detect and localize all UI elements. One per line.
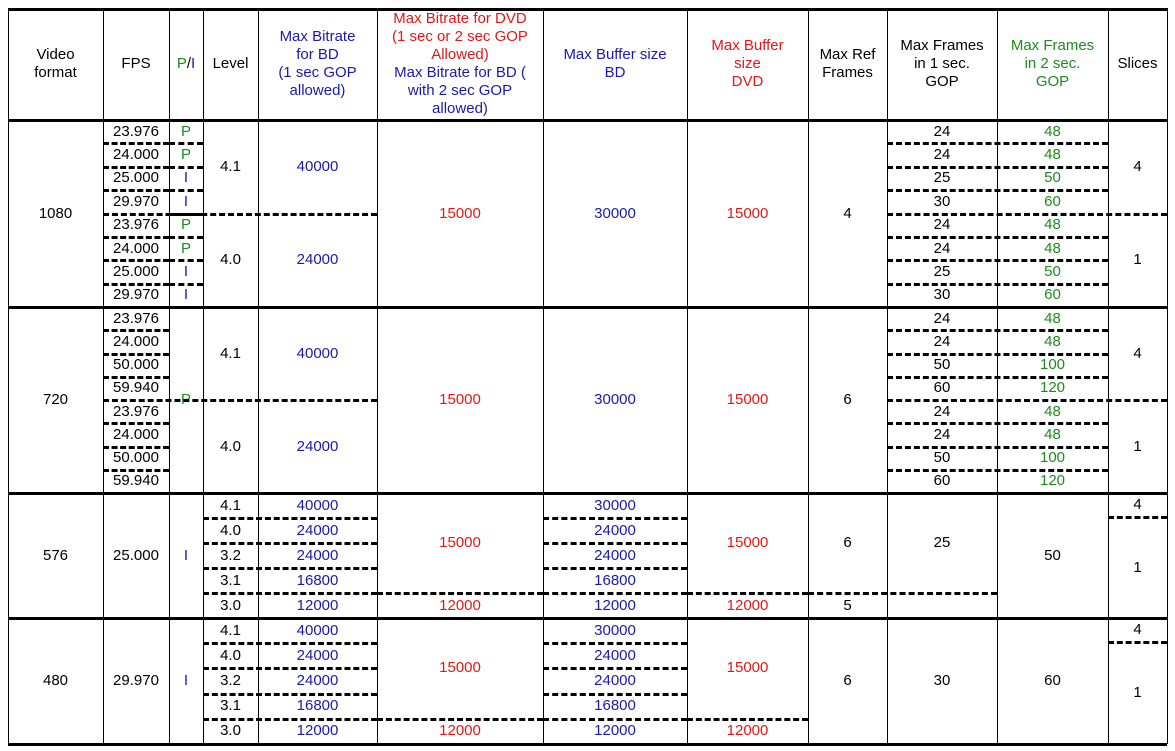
fps-cell: 23.976 — [113, 216, 159, 234]
fps-cell: 25.000 — [113, 169, 159, 187]
frames-1s-cell: 30 — [933, 192, 951, 210]
dvd-bitrate-cell: 15000 — [439, 391, 481, 408]
row-divider — [543, 542, 687, 545]
group-divider — [8, 617, 1167, 620]
bd-bitrate-cell: 24000 — [296, 437, 339, 455]
scan-type-cell: I — [183, 546, 189, 564]
frames-2s-cell: 120 — [1039, 472, 1066, 490]
video-format-cell: 1080 — [38, 204, 73, 222]
fps-cell: 50.000 — [113, 356, 159, 374]
dvd-buffer-cell: 15000 — [726, 391, 769, 408]
fps-cell: 24.000 — [113, 146, 159, 164]
row-divider — [169, 213, 203, 216]
bd-buffer-cell: 24000 — [594, 546, 636, 564]
bd-bitrate-cell: 40000 — [296, 496, 339, 514]
bd-bitrate-cell: 16800 — [296, 571, 339, 589]
slices-cell: 4 — [1133, 344, 1142, 362]
dvd-bitrate-cell: 12000 — [439, 722, 481, 740]
bd-bitrate-cell: 40000 — [296, 344, 339, 362]
video-format-cell: 576 — [42, 546, 69, 564]
dvd-buffer-cell: 12000 — [726, 722, 769, 740]
frames-1s-cell: 24 — [933, 402, 951, 420]
scan-type-cell: P — [180, 146, 191, 164]
row-divider — [103, 213, 377, 216]
level-cell: 4.1 — [220, 157, 241, 175]
header-bd-bitrate: Max Bitrate for BD (1 sec GOP allowed) — [278, 28, 357, 99]
fps-cell: 29.970 — [113, 192, 159, 210]
frames-2s-cell: 60 — [1044, 286, 1061, 304]
fps-cell: 24.000 — [113, 239, 159, 257]
row-divider — [203, 718, 377, 721]
frames-2s-cell: 48 — [1044, 239, 1061, 257]
bd-buffer-cell: 12000 — [594, 722, 636, 740]
frames-2s-cell: 60 — [1044, 192, 1061, 210]
dvd-buffer-cell: 15000 — [726, 659, 769, 677]
frames-1s-cell: 30 — [933, 672, 951, 689]
row-divider — [887, 399, 1167, 402]
frames-1s-cell: 60 — [933, 379, 951, 397]
level-cell: 4.1 — [220, 621, 241, 639]
slices-cell: 1 — [1133, 558, 1142, 576]
bd-bitrate-cell: 16800 — [296, 697, 339, 715]
ref-frames-cell: 6 — [843, 672, 852, 689]
row-divider — [169, 259, 203, 262]
row-divider — [687, 718, 808, 721]
level-cell: 3.0 — [220, 596, 241, 614]
fps-cell: 23.976 — [113, 122, 159, 140]
frames-1s-cell: 50 — [933, 449, 951, 467]
bd-bitrate-cell: 40000 — [296, 621, 339, 639]
bd-bitrate-cell: 24000 — [296, 671, 339, 689]
ref-frames-cell: 6 — [843, 534, 852, 551]
level-cell: 3.1 — [220, 697, 241, 715]
dvd-buffer-cell: 12000 — [726, 596, 769, 614]
row-divider — [103, 142, 169, 145]
frames-2s-cell: 100 — [1039, 356, 1066, 374]
frames-1s-cell: 24 — [933, 309, 951, 327]
row-divider — [203, 693, 377, 696]
row-divider — [169, 189, 203, 192]
row-divider — [169, 236, 203, 239]
row-divider — [543, 693, 687, 696]
bd-bitrate-cell: 24000 — [296, 521, 339, 539]
row-divider — [543, 718, 687, 721]
row-divider — [687, 592, 808, 595]
fps-cell: 29.970 — [113, 672, 159, 689]
frames-2s-cell: 48 — [1044, 425, 1061, 443]
row-divider — [203, 567, 377, 570]
row-divider — [103, 259, 169, 262]
frames-2s-cell: 100 — [1039, 449, 1066, 467]
frames-2s-cell: 48 — [1044, 216, 1061, 234]
dvd-buffer-cell: 15000 — [726, 534, 769, 551]
frames-1s-cell: 50 — [933, 356, 951, 374]
row-divider — [543, 517, 687, 520]
dvd-bitrate-cell: 15000 — [439, 204, 481, 222]
header-slices: Slices — [1117, 55, 1158, 72]
row-divider — [103, 376, 169, 379]
level-cell: 4.0 — [220, 646, 241, 664]
row-divider — [103, 236, 169, 239]
dvd-buffer-cell: 15000 — [726, 204, 769, 222]
level-cell: 4.0 — [220, 521, 241, 539]
frames-2s-cell: 48 — [1044, 122, 1061, 140]
bd-bitrate-cell: 24000 — [296, 546, 339, 564]
frames-2s-cell: 48 — [1044, 332, 1061, 350]
fps-cell: 29.970 — [113, 286, 159, 304]
slices-cell: 1 — [1133, 684, 1142, 701]
scan-type-cell: P — [180, 239, 191, 257]
ref-frames-cell: 4 — [843, 204, 852, 222]
fps-cell: 25.000 — [113, 546, 159, 564]
bd-buffer-cell: 24000 — [594, 646, 636, 664]
fps-cell: 59.940 — [113, 472, 159, 490]
scan-type-cell: P — [180, 122, 191, 140]
frames-1s-cell: 25 — [933, 169, 951, 187]
level-cell: 3.2 — [220, 546, 241, 564]
ref-frames-cell: 5 — [843, 596, 852, 614]
bd-buffer-cell: 30000 — [594, 621, 636, 639]
bd-bitrate-cell: 24000 — [296, 646, 339, 664]
column-divider — [1167, 8, 1168, 744]
group-divider — [8, 492, 1167, 495]
frames-2s-cell: 50 — [1044, 546, 1061, 564]
dvd-bitrate-cell: 12000 — [439, 596, 481, 614]
header-frames-2s: Max Frames in 2 sec. GOP — [1010, 37, 1095, 90]
header-bd-bitrate-2sec: Max Bitrate for BD ( with 2 sec GOP allowed) — [394, 64, 526, 117]
frames-2s-cell: 48 — [1044, 402, 1061, 420]
bd-buffer-cell: 16800 — [594, 697, 636, 715]
dvd-bitrate-cell: 15000 — [439, 534, 481, 551]
row-divider — [887, 213, 1167, 216]
scan-type-cell: I — [183, 286, 189, 304]
slices-cell: 4 — [1133, 157, 1142, 175]
level-cell: 4.0 — [220, 437, 241, 455]
row-divider — [543, 592, 687, 595]
level-cell: 4.1 — [220, 344, 241, 362]
bd-buffer-cell: 30000 — [594, 204, 636, 222]
scan-type-cell: I — [183, 169, 189, 187]
header-bitrate-dvd-bd — [377, 8, 543, 120]
level-cell: 4.1 — [220, 496, 241, 514]
row-divider — [203, 667, 377, 670]
fps-cell: 23.976 — [113, 402, 159, 420]
scan-type-cell: I — [183, 192, 189, 210]
slices-cell: 4 — [1133, 496, 1142, 513]
frames-1s-cell: 24 — [933, 122, 951, 140]
row-divider — [103, 189, 169, 192]
frames-1s-cell: 60 — [933, 472, 951, 490]
row-divider — [377, 592, 543, 595]
bd-buffer-cell: 30000 — [594, 496, 636, 514]
group-divider — [8, 306, 1167, 309]
row-divider — [203, 542, 377, 545]
bd-bitrate-cell: 24000 — [296, 251, 339, 269]
frames-1s-cell: 24 — [933, 216, 951, 234]
header-frames-1s: Max Frames in 1 sec. GOP — [900, 37, 984, 90]
frames-1s-cell: 24 — [933, 332, 951, 350]
bd-bitrate-cell: 12000 — [296, 596, 339, 614]
frames-1s-cell: 24 — [933, 146, 951, 164]
header-pi: P / I — [176, 55, 196, 72]
bd-bitrate-cell: 12000 — [296, 722, 339, 740]
level-cell: 3.0 — [220, 722, 241, 740]
table-top-border — [8, 8, 1167, 11]
scan-type-cell: P — [180, 391, 191, 408]
fps-cell: 50.000 — [113, 449, 159, 467]
header-ref-frames: Max Ref Frames — [819, 46, 876, 81]
header-bd-buffer: Max Buffer size BD — [563, 46, 667, 81]
frames-2s-cell: 50 — [1044, 169, 1061, 187]
header-bottom-border — [8, 119, 1167, 122]
row-divider — [103, 166, 169, 169]
level-cell: 3.1 — [220, 571, 241, 589]
row-divider — [203, 592, 377, 595]
bd-bitrate-cell: 40000 — [296, 157, 339, 175]
header-level: Level — [212, 55, 249, 72]
frames-2s-cell: 50 — [1044, 262, 1061, 280]
slices-cell: 1 — [1133, 437, 1142, 455]
scan-type-cell: I — [183, 262, 189, 280]
row-divider — [543, 567, 687, 570]
frames-1s-cell: 24 — [933, 425, 951, 443]
fps-cell: 24.000 — [113, 425, 159, 443]
bd-buffer-cell: 30000 — [594, 391, 636, 408]
row-divider — [103, 353, 169, 356]
level-cell: 3.2 — [220, 671, 241, 689]
frames-1s-cell: 30 — [933, 286, 951, 304]
fps-cell: 59.940 — [113, 379, 159, 397]
slices-cell: 4 — [1133, 621, 1142, 638]
row-divider — [103, 283, 169, 286]
frames-1s-cell: 24 — [933, 239, 951, 257]
row-divider — [203, 517, 377, 520]
row-divider — [103, 446, 169, 449]
frames-2s-cell: 120 — [1039, 379, 1066, 397]
frames-2s-cell: 48 — [1044, 309, 1061, 327]
header-video-format: Video format — [34, 46, 77, 81]
row-divider — [1108, 641, 1167, 644]
table-bottom-border — [8, 743, 1167, 746]
row-divider — [103, 469, 169, 472]
bd-buffer-cell: 12000 — [594, 596, 636, 614]
frames-2s-cell: 60 — [1044, 672, 1061, 689]
bd-buffer-cell: 16800 — [594, 571, 636, 589]
row-divider — [1108, 516, 1167, 519]
frames-2s-cell: 48 — [1044, 146, 1061, 164]
row-divider — [169, 166, 203, 169]
row-divider — [543, 642, 687, 645]
ref-frames-cell: 6 — [843, 391, 852, 408]
fps-cell: 25.000 — [113, 262, 159, 280]
fps-cell: 24.000 — [113, 332, 159, 350]
row-divider — [103, 399, 377, 402]
frames-1s-cell: 25 — [933, 262, 951, 280]
row-divider — [169, 142, 203, 145]
bd-buffer-cell: 24000 — [594, 671, 636, 689]
frames-1s-cell: 25 — [933, 534, 951, 551]
row-divider — [169, 283, 203, 286]
slices-cell: 1 — [1133, 251, 1142, 269]
row-divider — [543, 667, 687, 670]
header-fps: FPS — [121, 55, 151, 72]
row-divider — [103, 422, 169, 425]
row-divider — [103, 329, 169, 332]
header-dvd-buffer: Max Buffer size DVD — [711, 37, 784, 90]
level-cell: 4.0 — [220, 251, 241, 269]
fps-cell: 23.976 — [113, 309, 159, 327]
video-format-cell: 480 — [42, 672, 69, 689]
video-format-cell: 720 — [42, 391, 69, 408]
header-dvd-bitrate: Max Bitrate for DVD (1 sec or 2 sec GOP Allowed) — [392, 10, 528, 63]
scan-type-cell: P — [180, 216, 191, 234]
row-divider — [203, 642, 377, 645]
scan-type-cell: I — [183, 672, 189, 689]
bd-buffer-cell: 24000 — [594, 521, 636, 539]
row-divider — [377, 718, 543, 721]
dvd-bitrate-cell: 15000 — [439, 659, 481, 677]
